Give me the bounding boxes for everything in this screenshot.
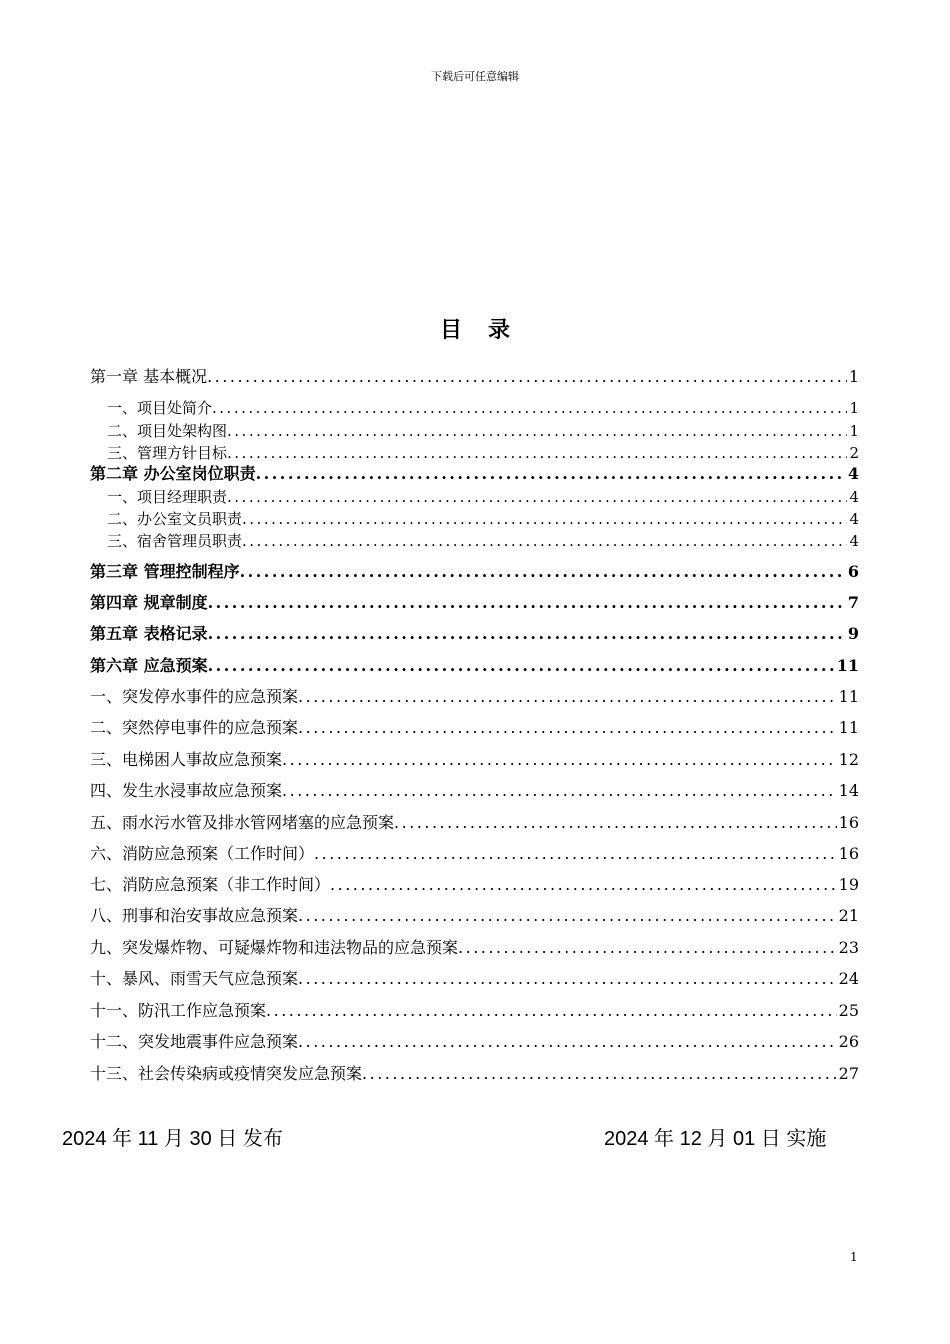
toc-dot-leader <box>227 443 847 463</box>
toc-entry-page: 9 <box>847 624 859 643</box>
toc-entry-label: 第二章 办公室岗位职责 <box>90 464 256 483</box>
toc-dot-leader <box>314 844 837 864</box>
toc-entry-label: 五、雨水污水管及排水管网堵塞的应急预案 <box>90 813 395 832</box>
toc-entry-page: 4 <box>849 532 859 550</box>
toc-entry-label: 八、刑事和治安事故应急预案 <box>90 906 299 925</box>
toc-dot-leader <box>298 969 837 989</box>
toc-entry-page: 24 <box>838 969 859 988</box>
page-header: 下载后可任意编辑 <box>431 70 519 83</box>
toc-entry-label: 三、宿舍管理员职责 <box>107 532 243 550</box>
toc-entry-label: 第六章 应急预案 <box>90 656 208 675</box>
toc-entry[interactable] <box>90 624 859 644</box>
toc-entry-label: 十三、社会传染病或疫情突发应急预案 <box>90 1064 363 1083</box>
toc-dot-leader <box>256 464 846 484</box>
toc-entry-page: 19 <box>838 875 859 894</box>
toc-dot-leader <box>212 398 847 418</box>
toc-entry-label: 第四章 规章制度 <box>90 593 208 612</box>
toc-entry-label: 一、项目处简介 <box>107 399 213 417</box>
toc-entry-page: 4 <box>849 510 859 528</box>
toc-dot-leader <box>298 718 837 738</box>
toc-entry[interactable] <box>90 938 859 958</box>
toc-entry[interactable] <box>90 1001 859 1021</box>
toc-entry-page: 1 <box>848 367 859 386</box>
toc-dot-leader <box>394 813 837 833</box>
toc-dot-leader <box>242 509 847 529</box>
toc-entry[interactable] <box>90 813 859 833</box>
toc-entry[interactable] <box>90 718 859 738</box>
toc-entry[interactable] <box>90 750 859 770</box>
toc-entry-page: 1 <box>849 422 859 440</box>
toc-entry-label: 十二、突发地震事件应急预案 <box>90 1032 299 1051</box>
toc-dot-leader <box>298 687 837 707</box>
toc-entry-label: 六、消防应急预案（工作时间） <box>90 844 315 863</box>
toc-dot-leader <box>266 1001 837 1021</box>
toc-entry[interactable] <box>90 562 859 582</box>
toc-entry-label: 二、项目处架构图 <box>107 422 228 440</box>
toc-entry-page: 11 <box>836 656 859 675</box>
toc-entry-page: 23 <box>838 938 859 957</box>
toc-entry-page: 11 <box>838 687 859 706</box>
page-number: 1 <box>850 1250 858 1264</box>
toc-dot-leader <box>242 531 847 551</box>
toc-entry-page: 4 <box>849 488 859 506</box>
toc-entry-label: 十、暴风、雨雪天气应急预案 <box>90 969 299 988</box>
toc-entry[interactable] <box>90 464 859 484</box>
toc-entry-page: 2 <box>849 444 859 462</box>
toc-entry-label: 三、电梯困人事故应急预案 <box>90 750 283 769</box>
toc-entry[interactable] <box>90 781 859 801</box>
toc-entry[interactable] <box>107 398 859 418</box>
toc-entry-page: 26 <box>838 1032 859 1051</box>
toc-entry-label: 三、管理方针目标 <box>107 444 228 462</box>
toc-entry[interactable] <box>90 593 859 613</box>
toc-dot-leader <box>458 938 837 958</box>
toc-entry-label: 一、突发停水事件的应急预案 <box>90 687 299 706</box>
toc-entry[interactable] <box>107 487 859 507</box>
toc-entry[interactable] <box>107 509 859 529</box>
toc-entry[interactable] <box>107 531 859 551</box>
toc-entry[interactable] <box>90 969 859 989</box>
toc-entry-page: 16 <box>838 813 859 832</box>
toc-entry-page: 25 <box>838 1001 859 1020</box>
toc-entry-page: 6 <box>847 562 859 581</box>
toc-dot-leader <box>282 750 837 770</box>
toc-entry-page: 7 <box>847 593 859 612</box>
toc-entry-label: 第五章 表格记录 <box>90 624 208 643</box>
toc-entry-label: 第三章 管理控制程序 <box>90 562 240 581</box>
toc-dot-leader <box>362 1064 837 1084</box>
toc-entry-label: 二、办公室文员职责 <box>107 510 243 528</box>
toc-dot-leader <box>207 367 847 387</box>
toc-entry-label: 七、消防应急预案（非工作时间） <box>90 875 331 894</box>
toc-dot-leader <box>227 421 847 441</box>
toc-entry-page: 11 <box>838 718 859 737</box>
toc-dot-leader <box>330 875 837 895</box>
toc-entry-page: 27 <box>838 1064 859 1083</box>
toc-dot-leader <box>208 593 846 613</box>
toc-entry[interactable] <box>90 687 859 707</box>
toc-dot-leader <box>298 906 837 926</box>
toc-dot-leader <box>240 562 846 582</box>
toc-dot-leader <box>282 781 837 801</box>
toc-entry[interactable] <box>107 443 859 463</box>
toc-entry-label: 一、项目经理职责 <box>107 488 228 506</box>
toc-entry-page: 16 <box>838 844 859 863</box>
implement-date: 2024 年 12 月 01 日 实施 <box>604 1128 827 1150</box>
toc-title: 目录 <box>439 317 536 343</box>
toc-entry-label: 二、突然停电事件的应急预案 <box>90 718 299 737</box>
toc-entry[interactable] <box>90 367 859 387</box>
toc-entry[interactable] <box>90 1032 859 1052</box>
toc-entry-label: 四、发生水浸事故应急预案 <box>90 781 283 800</box>
toc-entry-page: 1 <box>849 399 859 417</box>
toc-entry[interactable] <box>90 875 859 895</box>
toc-entry-page: 4 <box>847 464 859 483</box>
toc-dot-leader <box>298 1032 837 1052</box>
toc-entry-page: 21 <box>838 906 859 925</box>
toc-entry-label: 十一、防汛工作应急预案 <box>90 1001 267 1020</box>
toc-entry-label: 九、突发爆炸物、可疑爆炸物和违法物品的应急预案 <box>90 938 459 957</box>
toc-entry-page: 14 <box>838 781 859 800</box>
toc-entry-page: 12 <box>838 750 859 769</box>
toc-dot-leader <box>208 656 835 676</box>
toc-entry[interactable] <box>90 844 859 864</box>
toc-entry[interactable] <box>90 1064 859 1084</box>
toc-entry-label: 第一章 基本概况 <box>90 367 208 386</box>
toc-dot-leader <box>227 487 847 507</box>
publish-date: 2024 年 11 月 30 日 发布 <box>62 1128 283 1150</box>
toc-entry[interactable] <box>107 421 859 441</box>
toc-entry[interactable] <box>90 906 859 926</box>
toc-dot-leader <box>208 624 846 644</box>
toc-entry[interactable] <box>90 656 859 676</box>
